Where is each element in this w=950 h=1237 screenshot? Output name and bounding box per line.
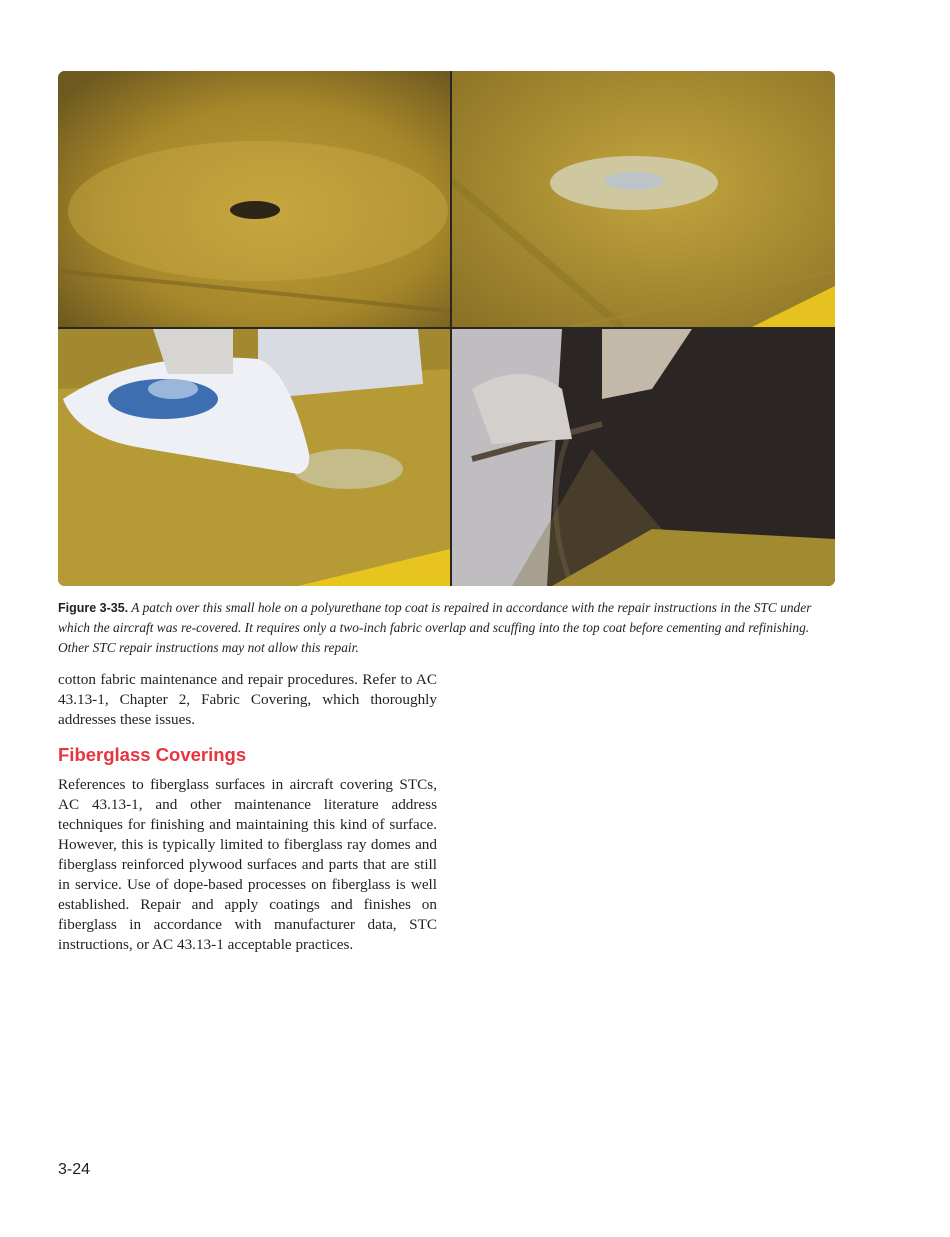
figure-caption (58, 598, 837, 658)
figure-label: Figure 3-35. (58, 601, 129, 615)
photo-hole-in-fabric (58, 71, 450, 327)
photo-spray-refinish (452, 329, 835, 586)
hole-mark (230, 201, 280, 219)
section-heading: Fiberglass Coverings (58, 744, 247, 765)
fiberglass-paragraph: References to fiberglass surfaces in aircraft covering STCs, AC 43.13-1, and other maintenance literature address techniques for finishing and maintaining this kind of surface. However, this is typically limited to fiberglass ray domes and fiberglass reinforced plywood surfaces and parts that are still in service. Use of dope-based processes on fiberglass is well established. Repair and apply coatings and finishes on fiberglass in accordance with manufacturer data, STC instructions, or AC 43.13-1 acceptable practices. (58, 776, 437, 953)
continuation-paragraph: cotton fabric maintenance and repair procedures. Refer to AC 43.13-1, Chapter 2, Fabric Covering, which thoroughly addresses these issues. (58, 671, 437, 728)
photo-iron-on-patch (58, 329, 450, 586)
figure-3-35 (58, 71, 835, 586)
photo-fabric-patch (452, 71, 835, 327)
figure-caption-text: A patch over this small hole on a polyurethane top coat is repaired in accordance with the repair instructions in the STC under which the aircraft was re-covered. It requires only a two-inch fabric overlap and scuffing into the top coat before cementing and refinishing. Other STC repair instructions may not allow this repair. (58, 600, 812, 655)
page-number: 3-24 (58, 1161, 91, 1178)
